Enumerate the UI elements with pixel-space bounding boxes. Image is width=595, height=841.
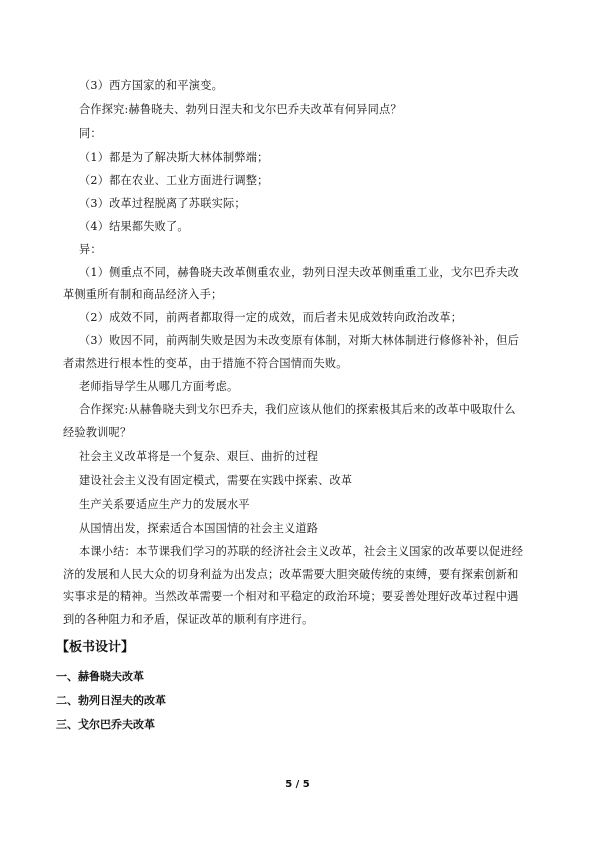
text-line: （1）都是为了解决斯大林体制弊端；: [79, 151, 269, 164]
text-line: 社会主义改革将是一个复杂、艰巨、曲折的过程: [79, 450, 319, 463]
text-line: 经验教训呢？: [63, 426, 132, 439]
text-line: （3）改革过程脱离了苏联实际；: [79, 197, 246, 210]
board-design-item: 二、勃列日涅夫的改革: [56, 694, 166, 707]
text-line: （2）成效不同，前两者都取得一定的成效，而后者未见成效转向政治改革；: [79, 311, 463, 324]
text-line: （2）都在农业、工业方面进行调整；: [79, 174, 269, 187]
text-line: 老师指导学生从哪几方面考虑。: [79, 380, 239, 393]
text-line: 到的各种阻力和矛盾，保证改革的顺利有序进行。: [63, 613, 314, 626]
page-number: 5 / 5: [285, 779, 310, 790]
text-line: （4）结果都失败了。: [79, 220, 189, 233]
board-design-item: 三、戈尔巴乔夫改革: [56, 718, 155, 731]
text-line: （3）西方国家的和平演变。: [79, 79, 223, 92]
text-line: （3）败因不同，前两制失败是因为未改变原有体制，对斯大林体制进行修修补补，但后: [79, 334, 520, 347]
text-line: 异：: [79, 243, 102, 256]
text-line: 者肃然进行根本性的变革，由于措施不符合国情而失败。: [63, 357, 348, 370]
text-line: （1）侧重点不同，赫鲁晓夫改革侧重农业，勃列日涅夫改革侧重重工业，戈尔巴乔夫改: [79, 266, 520, 279]
text-line: 实事求是的精神。当然改革需要一个相对和平稳定的政治环境；要妥善处理好改革过程中遇: [63, 590, 519, 603]
text-line: 同：: [79, 127, 102, 140]
text-line: 合作探究:赫鲁晓夫、勃列日涅夫和戈尔巴乔夫改革有何异同点？: [79, 103, 402, 116]
text-line: 济的发展和人民大众的切身利益为出发点；改革需要大胆突破传统的束缚，要有探索创新和: [63, 568, 519, 581]
text-line: 革侧重所有制和商品经济入手；: [63, 288, 223, 301]
board-design-item: 一、赫鲁晓夫改革: [56, 670, 144, 683]
text-line: 生产关系要适应生产力的发展水平: [79, 498, 250, 511]
text-line: 建设社会主义没有固定模式，需要在实践中探索、改革: [79, 474, 353, 487]
text-line: 本课小结：本节课我们学习的苏联的经济社会主义改革，社会主义国家的改革要以促进经: [79, 545, 524, 558]
board-design-heading: 【板书设计】: [56, 640, 135, 655]
text-line: 从国情出发，探索适合本国国情的社会主义道路: [79, 522, 319, 535]
text-line: 合作探究:从赫鲁晓夫到戈尔巴乔夫，我们应该从他们的探索极其后来的改革中吸取什么: [79, 403, 516, 416]
